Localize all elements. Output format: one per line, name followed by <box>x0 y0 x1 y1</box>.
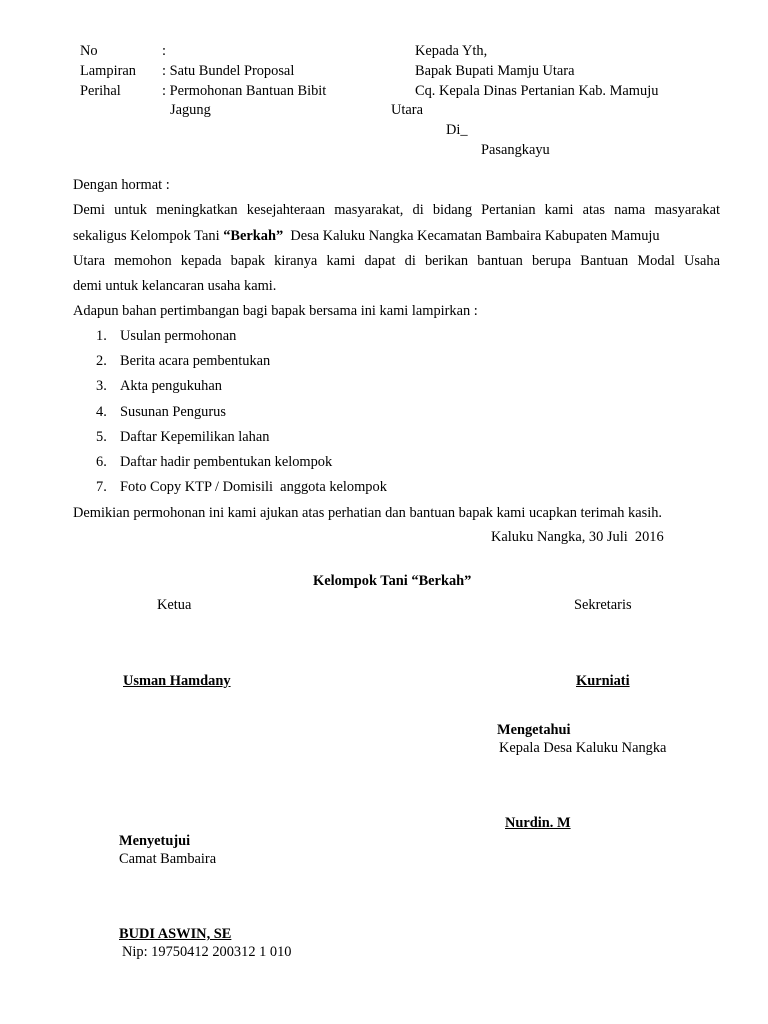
no-label: No <box>80 43 98 59</box>
attachments-intro: Adapun bahan pertimbangan bagi bapak bersama ini kami lampirkan : <box>73 303 478 319</box>
perihal-value-line1: : Permohonan Bantuan Bibit <box>162 83 327 99</box>
list-item: Foto Copy KTP / Domisili anggota kelompok <box>120 479 387 495</box>
sekretaris-title: Sekretaris <box>574 597 632 613</box>
recipient-line3: Cq. Kepala Dinas Pertanian Kab. Mamuju <box>415 83 659 99</box>
recipient-line5: Di_ <box>446 122 468 138</box>
paragraph-text: sekaligus Kelompok Tani <box>73 228 224 244</box>
recipient-line1: Kepada Yth, <box>415 43 488 59</box>
menyetujui-title: Camat Bambaira <box>119 851 217 867</box>
list-item-number: 6. <box>96 454 107 470</box>
list-item-number: 5. <box>96 429 107 445</box>
ketua-title: Ketua <box>157 597 192 613</box>
list-item: Berita acara pembentukan <box>120 353 271 369</box>
recipient-line2: Bapak Bupati Mamju Utara <box>415 63 575 79</box>
menyetujui-nip: Nip: 19750412 200312 1 010 <box>122 944 292 960</box>
paragraph-line: Demi untuk meningkatkan kesejahteraan masyarakat, di bidang Pertanian kami atas nama masyarakat <box>73 202 720 218</box>
lampiran-value: : Satu Bundel Proposal <box>162 63 295 79</box>
list-item-number: 3. <box>96 378 107 394</box>
list-item: Daftar hadir pembentukan kelompok <box>120 454 333 470</box>
place-date: Kaluku Nangka, 30 Juli 2016 <box>491 529 664 545</box>
closing-text: Demikian permohonan ini kami ajukan atas perhatian dan bantuan bapak kami ucapkan terimah kasih. <box>73 505 663 521</box>
sekretaris-name: Kurniati <box>576 673 630 689</box>
menyetujui-name: BUDI ASWIN, SE <box>119 926 232 942</box>
list-item: Susunan Pengurus <box>120 404 226 420</box>
group-title: Kelompok Tani “Berkah” <box>313 573 472 589</box>
mengetahui-title: Kepala Desa Kaluku Nangka <box>499 740 667 756</box>
mengetahui-label: Mengetahui <box>497 722 571 738</box>
list-item-number: 2. <box>96 353 107 369</box>
perihal-value-line2: Jagung <box>170 102 211 118</box>
recipient-line4: Utara <box>391 102 423 118</box>
no-value: : <box>162 43 166 59</box>
paragraph-line <box>73 228 660 245</box>
mengetahui-name: Nurdin. M <box>505 815 571 831</box>
list-item: Usulan permohonan <box>120 328 237 344</box>
list-item: Akta pengukuhan <box>120 378 222 394</box>
ketua-name: Usman Hamdany <box>123 673 231 689</box>
menyetujui-label: Menyetujui <box>119 833 191 849</box>
perihal-label: Perihal <box>80 83 121 99</box>
recipient-line6: Pasangkayu <box>481 142 550 158</box>
paragraph-line: demi untuk kelancaran usaha kami. <box>73 278 277 294</box>
paragraph-text: Desa Kaluku Nangka Kecamatan Bambaira Kabupaten Mamuju <box>283 228 660 244</box>
list-item-number: 4. <box>96 404 107 420</box>
lampiran-label: Lampiran <box>80 63 136 79</box>
paragraph-line: Utara memohon kepada bapak kiranya kami dapat di berikan bantuan berupa Bantuan Modal Usaha <box>73 253 720 269</box>
list-item-number: 1. <box>96 328 107 344</box>
list-item: Daftar Kepemilikan lahan <box>120 429 270 445</box>
salutation: Dengan hormat : <box>73 177 170 193</box>
list-item-number: 7. <box>96 479 107 495</box>
group-name-bold: “Berkah” <box>223 228 284 244</box>
